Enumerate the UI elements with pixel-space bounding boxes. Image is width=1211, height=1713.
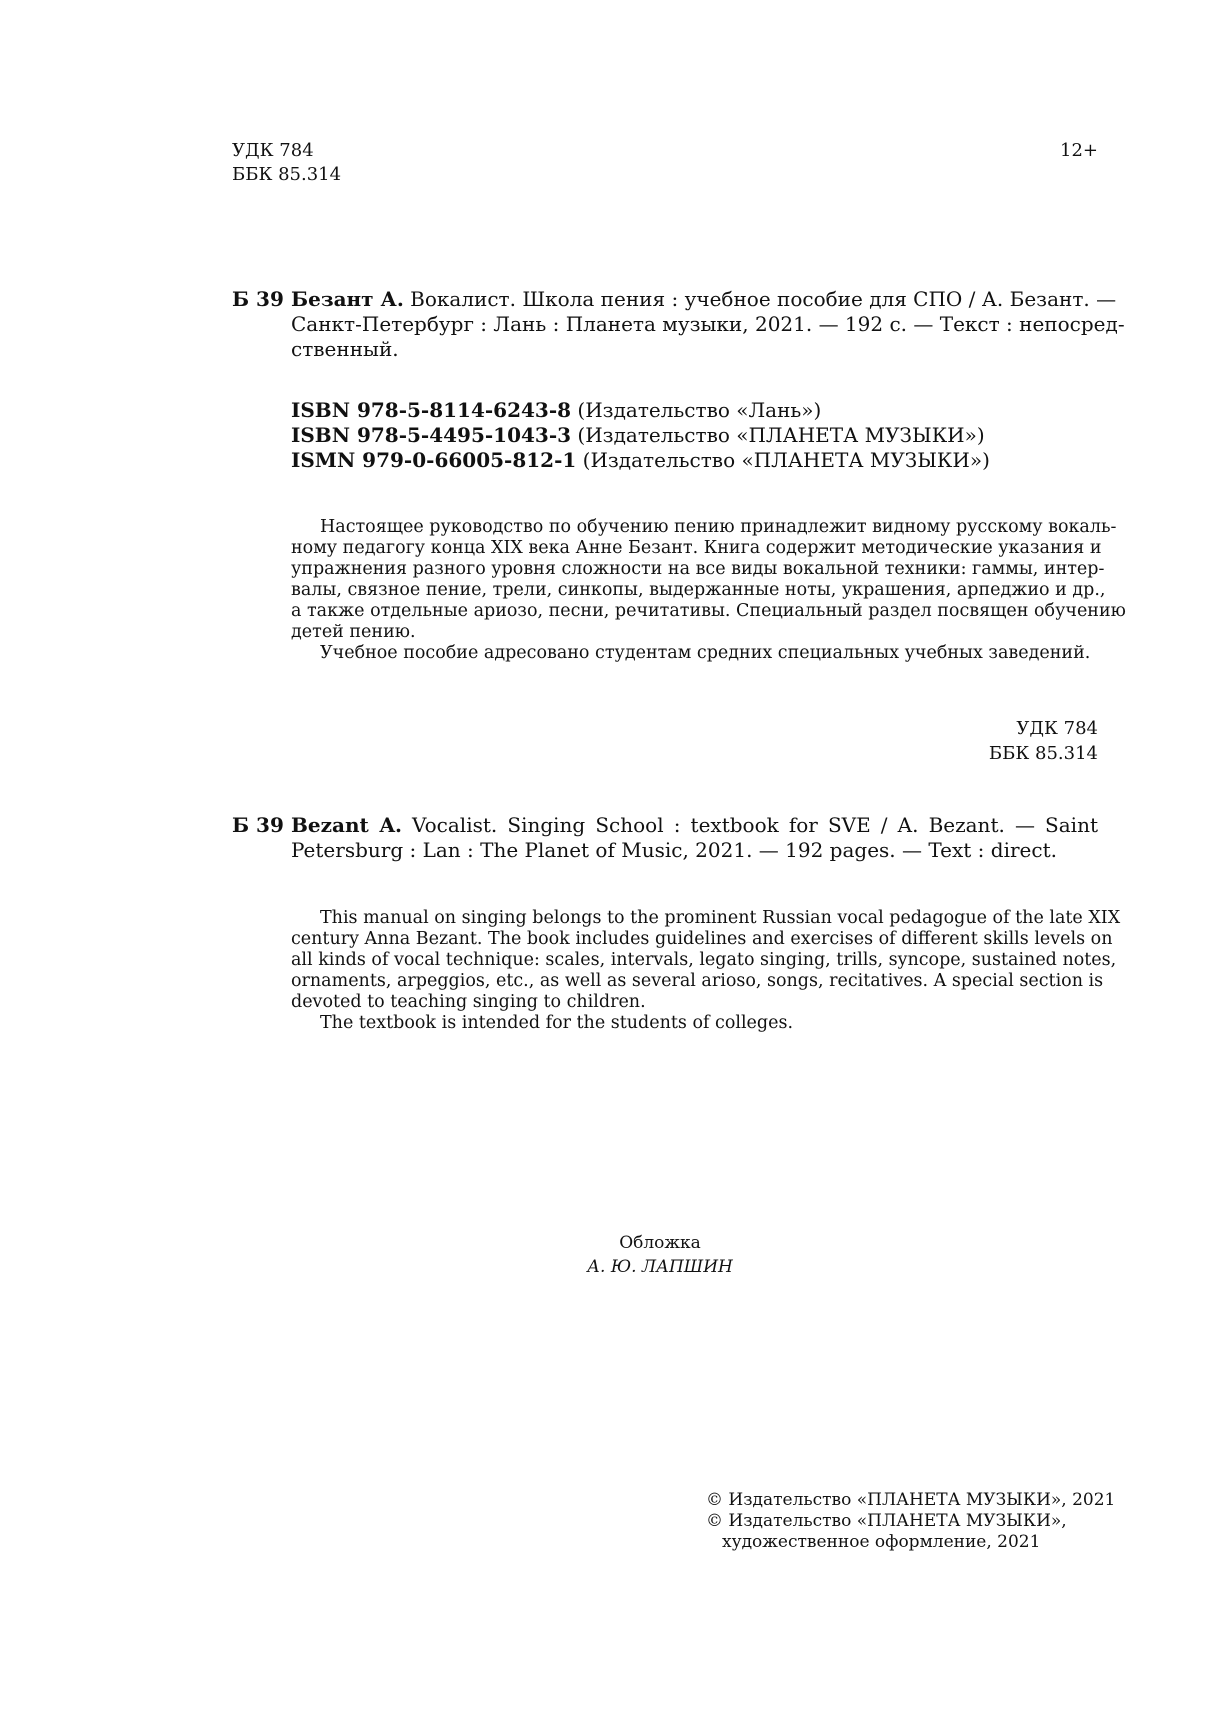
isbn-number: ISBN 978-5-8114-6243-8 <box>291 398 572 422</box>
entry-author-en: Bezant A. <box>291 813 402 837</box>
annotation-line: упражнения разного уровня сложности на все виды вокальной техники: гаммы, интер- <box>291 559 1105 579</box>
copyright-line-3: художественное оформление, 2021 <box>722 1532 1041 1552</box>
cover-label: Обложка <box>619 1233 701 1253</box>
cover-designer: А. Ю. ЛАПШИН <box>587 1257 733 1277</box>
copyright-line-1: © Издательство «ПЛАНЕТА МУЗЫКИ», 2021 <box>706 1490 1116 1510</box>
entry-line-1-text: Vocalist. Singing School : textbook for SVE / A. Bezant. — Saint <box>412 813 1098 837</box>
isbn-publisher: (Издательство «ПЛАНЕТА МУЗЫКИ») <box>577 423 985 447</box>
annotation-line: all kinds of vocal technique: scales, intervals, legato singing, trills, syncope, sustained notes, <box>291 950 1117 970</box>
annotation-line: Настоящее руководство по обучению пению принадлежит видному русскому вокаль- <box>320 517 1117 537</box>
annotation-line: валы, связное пение, трели, синкопы, выдержанные ноты, украшения, арпеджио и др., <box>291 580 1106 600</box>
annotation-line: ornaments, arpeggios, etc., as well as several arioso, songs, recitatives. A special section is <box>291 971 1104 991</box>
entry-line-1-text: Вокалист. Школа пения : учебное пособие для СПО / А. Безант. — <box>410 287 1117 311</box>
isbn-publisher: (Издательство «ПЛАНЕТА МУЗЫКИ») <box>582 448 990 472</box>
annotation-audience: Учебное пособие адресовано студентам средних специальных учебных заведений. <box>320 643 1091 663</box>
copyright-block <box>706 1490 1115 1553</box>
annotation-line: ному педагогу конца XIX века Анне Безант. Книга содержит методические указания и <box>291 538 1102 558</box>
annotation-ru <box>291 517 1126 664</box>
isbn-number: ISBN 978-5-4495-1043-3 <box>291 423 572 447</box>
entry-code-ru: Б 39 <box>232 287 284 311</box>
entry-line-2: Санкт-Петербург : Лань : Планета музыки, 2021. — 192 с. — Текст : непосред- <box>291 312 1125 336</box>
annotation-audience: The textbook is intended for the students of colleges. <box>320 1013 794 1033</box>
entry-code-en: Б 39 <box>232 813 284 837</box>
udk-code: УДК 784 <box>232 140 314 161</box>
isbn-line <box>291 448 990 473</box>
age-rating: 12+ <box>1060 140 1098 161</box>
annotation-en <box>291 908 1121 1034</box>
isbn-number: ISMN 979-0-66005-812-1 <box>291 448 577 472</box>
entry-line-1 <box>291 813 1098 838</box>
annotation-line: детей пению. <box>291 622 416 642</box>
entry-line-2: Petersburg : Lan : The Planet of Music, 2021. — 192 pages. — Text : direct. <box>291 838 1057 862</box>
annotation-line: This manual on singing belongs to the prominent Russian vocal pedagogue of the late XIX <box>320 908 1121 928</box>
annotation-line: century Anna Bezant. The book includes guidelines and exercises of different skills levels on <box>291 929 1113 949</box>
isbn-publisher: (Издательство «Лань») <box>577 398 822 422</box>
annotation-line: devoted to teaching singing to children. <box>291 992 646 1012</box>
isbn-line <box>291 423 990 448</box>
copyright-line-2: © Издательство «ПЛАНЕТА МУЗЫКИ», <box>706 1511 1067 1531</box>
entry-line-1 <box>291 287 1117 312</box>
entry-author-ru: Безант А. <box>291 287 404 311</box>
bibliographic-entry-ru <box>291 287 1125 362</box>
bibliographic-entry-en <box>291 813 1098 863</box>
isbn-block <box>291 398 990 473</box>
bbk-code: ББК 85.314 <box>232 164 342 185</box>
annotation-line: а также отдельные ариозо, песни, речитативы. Специальный раздел посвящен обучению <box>291 601 1126 621</box>
udk-code-right: УДК 784 <box>1016 718 1098 739</box>
isbn-line <box>291 398 990 423</box>
bbk-code-right: ББК 85.314 <box>988 743 1098 764</box>
entry-line-3: ственный. <box>291 337 399 361</box>
